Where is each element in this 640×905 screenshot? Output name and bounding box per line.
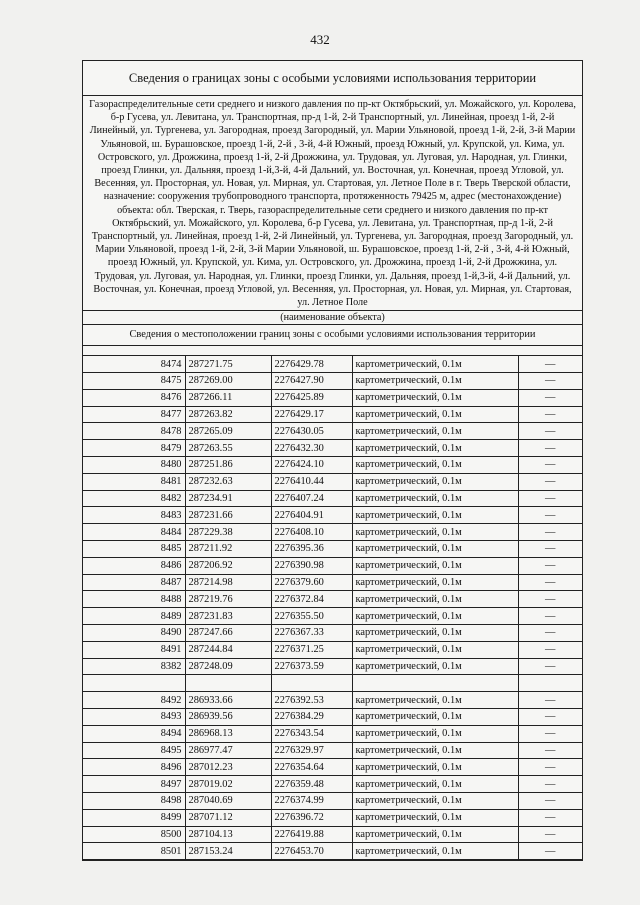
method-cell: картометрический, 0.1м — [352, 759, 518, 776]
method-cell: картометрический, 0.1м — [352, 692, 518, 709]
object-description: Газораспределительные сети среднего и низкого давления по пр-кт Октябрьский, ул. Можайского, ул. Королева, б-р Гусева, ул. Левитана, ул. Транспортная, пр-д 1-й, 2-й Транспортный, ул. Линейная, проезд 1-й, 2-й Линейный, ул. Тургенева, ул. Загородная, проезд Загородный, ул. Марии Ульяновой, проезд 1-й, 2-й, 3-й Марии Ульяновой, ш. Бурашовское, проезд 1-й, 2-й , 3-й, 4-й Южный, проезд Южный, ул. Крупской, ул. Кима, ул. Островского, ул. Дрожжина, проезд 1-й, 2-й Дрожжина, ул. Трудовая, ул. Луговая, ул. Народная, ул. Глинки, проезд Глинки, ул. Дальняя, проезд 1-й,3-й, 4-й Дальний, ул. Восточная, ул. Конечная, проезд Угловой, ул. Весенняя, ул. Просторная, ул. Новая, ул. Мирная, ул. Стартовая, ул. Летное Поле в г. Тверь Тверской области, назначение: сооружения трубопроводного транспорта, протяженность 79425 м, адрес (местонахождение) объекта: обл. Тверская, г. Тверь, газораспределительные сети среднего и низкого давления по пр-кт Октябрьский, ул. Можайского, ул. Королева, б-р Гусева, ул. Левитана, ул. Транспортная, пр-д 1-й, 2-й Транспортный, ул. Линейная, проезд 1-й, 2-й Линейный, ул. Тургенева, ул. Загородная, проезд Загородный, ул. Марии Ульяновой, проезд 1-й, 2-й, 3-й Марии Ульяновой, ш. Бурашовское, проезд 1-й, 2-й , 3-й, 4-й Южный, проезд Южный, ул. Крупской, ул. Кима, ул. Островского, ул. Дрожжина, проезд 1-й, 2-й Дрожжина, ул. Трудовая, ул. Луговая, ул. Народная, ул. Глинки, проезд Глинки, ул. Дальняя, проезд 1-й,3-й, 4-й Дальний, ул. Восточная, ул. Конечная, проезд Угловой, ул. Весенняя, ул. Просторная, ул. Новая, ул. Мирная, ул. Стартовая, ул. Летное Поле — [83, 96, 582, 311]
method-cell: картометрический, 0.1м — [352, 809, 518, 826]
table-row — [83, 608, 582, 625]
y-coordinate-cell: 2276392.53 — [271, 692, 352, 709]
x-coordinate-cell: 287206.92 — [185, 557, 271, 574]
y-coordinate-cell: 2276425.89 — [271, 389, 352, 406]
table-row — [83, 373, 582, 390]
form-title: Сведения о границах зоны с особыми условиями использования территории — [83, 61, 582, 96]
note-cell: — — [518, 708, 582, 725]
x-coordinate-cell: 287263.55 — [185, 440, 271, 457]
note-cell: — — [518, 843, 582, 860]
method-cell: картометрический, 0.1м — [352, 776, 518, 793]
y-coordinate-cell: 2276371.25 — [271, 641, 352, 658]
x-coordinate-cell: 287269.00 — [185, 373, 271, 390]
point-number-cell: 8488 — [83, 591, 185, 608]
x-coordinate-cell: 287266.11 — [185, 389, 271, 406]
point-number-cell: 8477 — [83, 406, 185, 423]
table-row — [83, 658, 582, 675]
y-coordinate-cell: 2276384.29 — [271, 708, 352, 725]
note-cell: — — [518, 389, 582, 406]
note-cell: — — [518, 759, 582, 776]
note-cell: — — [518, 406, 582, 423]
y-coordinate-cell: 2276372.84 — [271, 591, 352, 608]
table-row — [83, 389, 582, 406]
x-coordinate-cell: 287234.91 — [185, 490, 271, 507]
method-cell: картометрический, 0.1м — [352, 725, 518, 742]
note-cell: — — [518, 423, 582, 440]
method-cell: картометрический, 0.1м — [352, 406, 518, 423]
table-row — [83, 843, 582, 860]
method-cell: картометрический, 0.1м — [352, 843, 518, 860]
note-cell: — — [518, 792, 582, 809]
method-cell: картометрический, 0.1м — [352, 742, 518, 759]
point-number-cell: 8480 — [83, 457, 185, 474]
table-row — [83, 809, 582, 826]
location-heading: Сведения о местоположении границ зоны с особыми условиями использования территории — [83, 325, 582, 346]
table-row — [83, 591, 582, 608]
coordinates-table-body — [83, 356, 582, 859]
note-cell: — — [518, 574, 582, 591]
x-coordinate-cell: 287251.86 — [185, 457, 271, 474]
point-number-cell: 8482 — [83, 490, 185, 507]
note-cell: — — [518, 557, 582, 574]
point-number-cell: 8382 — [83, 658, 185, 675]
table-row — [83, 356, 582, 372]
note-cell: — — [518, 591, 582, 608]
table-row-gap — [83, 675, 582, 692]
method-cell: картометрический, 0.1м — [352, 792, 518, 809]
method-cell: картометрический, 0.1м — [352, 625, 518, 642]
y-coordinate-cell: 2276395.36 — [271, 541, 352, 558]
x-coordinate-cell: 286977.47 — [185, 742, 271, 759]
point-number-cell: 8485 — [83, 541, 185, 558]
note-cell: — — [518, 658, 582, 675]
note-cell: — — [518, 725, 582, 742]
method-cell: картометрический, 0.1м — [352, 826, 518, 843]
method-cell: картометрический, 0.1м — [352, 524, 518, 541]
table-row — [83, 625, 582, 642]
x-coordinate-cell: 287071.12 — [185, 809, 271, 826]
x-coordinate-cell: 286968.13 — [185, 725, 271, 742]
x-coordinate-cell: 287247.66 — [185, 625, 271, 642]
table-row — [83, 759, 582, 776]
x-coordinate-cell: 287211.92 — [185, 541, 271, 558]
method-cell: картометрический, 0.1м — [352, 423, 518, 440]
note-cell: — — [518, 625, 582, 642]
note-cell: — — [518, 440, 582, 457]
y-coordinate-cell: 2276373.59 — [271, 658, 352, 675]
table-row — [83, 641, 582, 658]
x-coordinate-cell: 287271.75 — [185, 356, 271, 372]
note-cell: — — [518, 473, 582, 490]
point-number-cell: 8481 — [83, 473, 185, 490]
x-coordinate-cell: 287231.83 — [185, 608, 271, 625]
object-name-caption: (наименование объекта) — [83, 311, 582, 325]
x-coordinate-cell: 287019.02 — [185, 776, 271, 793]
y-coordinate-cell: 2276396.72 — [271, 809, 352, 826]
x-coordinate-cell: 287231.66 — [185, 507, 271, 524]
table-row — [83, 541, 582, 558]
point-number-cell: 8501 — [83, 843, 185, 860]
table-row — [83, 524, 582, 541]
note-cell: — — [518, 524, 582, 541]
method-cell: картометрический, 0.1м — [352, 574, 518, 591]
method-cell: картометрический, 0.1м — [352, 440, 518, 457]
point-number-cell: 8483 — [83, 507, 185, 524]
x-coordinate-cell: 287214.98 — [185, 574, 271, 591]
table-row — [83, 423, 582, 440]
method-cell: картометрический, 0.1м — [352, 708, 518, 725]
table-row — [83, 776, 582, 793]
point-number-cell: 8475 — [83, 373, 185, 390]
point-number-cell: 8491 — [83, 641, 185, 658]
table-row — [83, 692, 582, 709]
table-row — [83, 742, 582, 759]
method-cell: картометрический, 0.1м — [352, 591, 518, 608]
point-number-cell: 8490 — [83, 625, 185, 642]
point-number-cell: 8474 — [83, 356, 185, 372]
method-cell: картометрический, 0.1м — [352, 641, 518, 658]
note-cell: — — [518, 373, 582, 390]
y-coordinate-cell: 2276424.10 — [271, 457, 352, 474]
point-number-cell: 8486 — [83, 557, 185, 574]
y-coordinate-cell: 2276408.10 — [271, 524, 352, 541]
x-coordinate-cell: 287248.09 — [185, 658, 271, 675]
point-number-cell: 8487 — [83, 574, 185, 591]
note-cell: — — [518, 692, 582, 709]
table-spacer — [83, 346, 582, 356]
point-number-cell: 8493 — [83, 708, 185, 725]
y-coordinate-cell: 2276407.24 — [271, 490, 352, 507]
table-row — [83, 507, 582, 524]
point-number-cell: 8496 — [83, 759, 185, 776]
method-cell: картометрический, 0.1м — [352, 457, 518, 474]
point-number-cell: 8498 — [83, 792, 185, 809]
y-coordinate-cell: 2276374.99 — [271, 792, 352, 809]
note-cell: — — [518, 490, 582, 507]
method-cell: картометрический, 0.1м — [352, 557, 518, 574]
point-number-cell: 8489 — [83, 608, 185, 625]
y-coordinate-cell: 2276355.50 — [271, 608, 352, 625]
x-coordinate-cell: 286933.66 — [185, 692, 271, 709]
x-coordinate-cell: 287104.13 — [185, 826, 271, 843]
y-coordinate-cell: 2276429.17 — [271, 406, 352, 423]
point-number-cell: 8497 — [83, 776, 185, 793]
note-cell: — — [518, 809, 582, 826]
method-cell: картометрический, 0.1м — [352, 608, 518, 625]
y-coordinate-cell: 2276430.05 — [271, 423, 352, 440]
y-coordinate-cell: 2276427.90 — [271, 373, 352, 390]
note-cell: — — [518, 641, 582, 658]
note-cell: — — [518, 742, 582, 759]
table-row — [83, 457, 582, 474]
note-cell — [518, 675, 582, 692]
method-cell: картометрический, 0.1м — [352, 490, 518, 507]
y-coordinate-cell: 2276410.44 — [271, 473, 352, 490]
x-coordinate-cell: 287265.09 — [185, 423, 271, 440]
table-row — [83, 574, 582, 591]
y-coordinate-cell: 2276379.60 — [271, 574, 352, 591]
method-cell: картометрический, 0.1м — [352, 356, 518, 372]
table-row — [83, 826, 582, 843]
note-cell: — — [518, 356, 582, 372]
note-cell: — — [518, 507, 582, 524]
coordinates-table — [83, 356, 582, 860]
y-coordinate-cell: 2276453.70 — [271, 843, 352, 860]
note-cell: — — [518, 457, 582, 474]
method-cell: картометрический, 0.1м — [352, 541, 518, 558]
y-coordinate-cell: 2276343.54 — [271, 725, 352, 742]
x-coordinate-cell: 287232.63 — [185, 473, 271, 490]
y-coordinate-cell — [271, 675, 352, 692]
y-coordinate-cell: 2276404.91 — [271, 507, 352, 524]
point-number-cell: 8500 — [83, 826, 185, 843]
table-row — [83, 406, 582, 423]
y-coordinate-cell: 2276432.30 — [271, 440, 352, 457]
x-coordinate-cell: 287229.38 — [185, 524, 271, 541]
point-number-cell: 8492 — [83, 692, 185, 709]
method-cell: картометрический, 0.1м — [352, 658, 518, 675]
x-coordinate-cell: 287012.23 — [185, 759, 271, 776]
y-coordinate-cell: 2276354.64 — [271, 759, 352, 776]
page-number: 432 — [310, 32, 330, 47]
x-coordinate-cell: 287263.82 — [185, 406, 271, 423]
table-row — [83, 557, 582, 574]
note-cell: — — [518, 826, 582, 843]
note-cell: — — [518, 776, 582, 793]
method-cell: картометрический, 0.1м — [352, 473, 518, 490]
method-cell: картометрический, 0.1м — [352, 373, 518, 390]
table-row — [83, 725, 582, 742]
method-cell: картометрический, 0.1м — [352, 507, 518, 524]
note-cell: — — [518, 541, 582, 558]
point-number-cell: 8476 — [83, 389, 185, 406]
zone-boundary-form — [82, 60, 583, 861]
y-coordinate-cell: 2276390.98 — [271, 557, 352, 574]
table-row — [83, 473, 582, 490]
x-coordinate-cell: 287153.24 — [185, 843, 271, 860]
point-number-cell — [83, 675, 185, 692]
x-coordinate-cell — [185, 675, 271, 692]
y-coordinate-cell: 2276367.33 — [271, 625, 352, 642]
point-number-cell: 8495 — [83, 742, 185, 759]
table-row — [83, 490, 582, 507]
method-cell — [352, 675, 518, 692]
table-row — [83, 440, 582, 457]
method-cell: картометрический, 0.1м — [352, 389, 518, 406]
x-coordinate-cell: 287040.69 — [185, 792, 271, 809]
x-coordinate-cell: 286939.56 — [185, 708, 271, 725]
point-number-cell: 8479 — [83, 440, 185, 457]
point-number-cell: 8478 — [83, 423, 185, 440]
point-number-cell: 8494 — [83, 725, 185, 742]
y-coordinate-cell: 2276429.78 — [271, 356, 352, 372]
x-coordinate-cell: 287219.76 — [185, 591, 271, 608]
x-coordinate-cell: 287244.84 — [185, 641, 271, 658]
point-number-cell: 8499 — [83, 809, 185, 826]
note-cell: — — [518, 608, 582, 625]
y-coordinate-cell: 2276419.88 — [271, 826, 352, 843]
table-row — [83, 792, 582, 809]
table-row — [83, 708, 582, 725]
y-coordinate-cell: 2276359.48 — [271, 776, 352, 793]
y-coordinate-cell: 2276329.97 — [271, 742, 352, 759]
point-number-cell: 8484 — [83, 524, 185, 541]
